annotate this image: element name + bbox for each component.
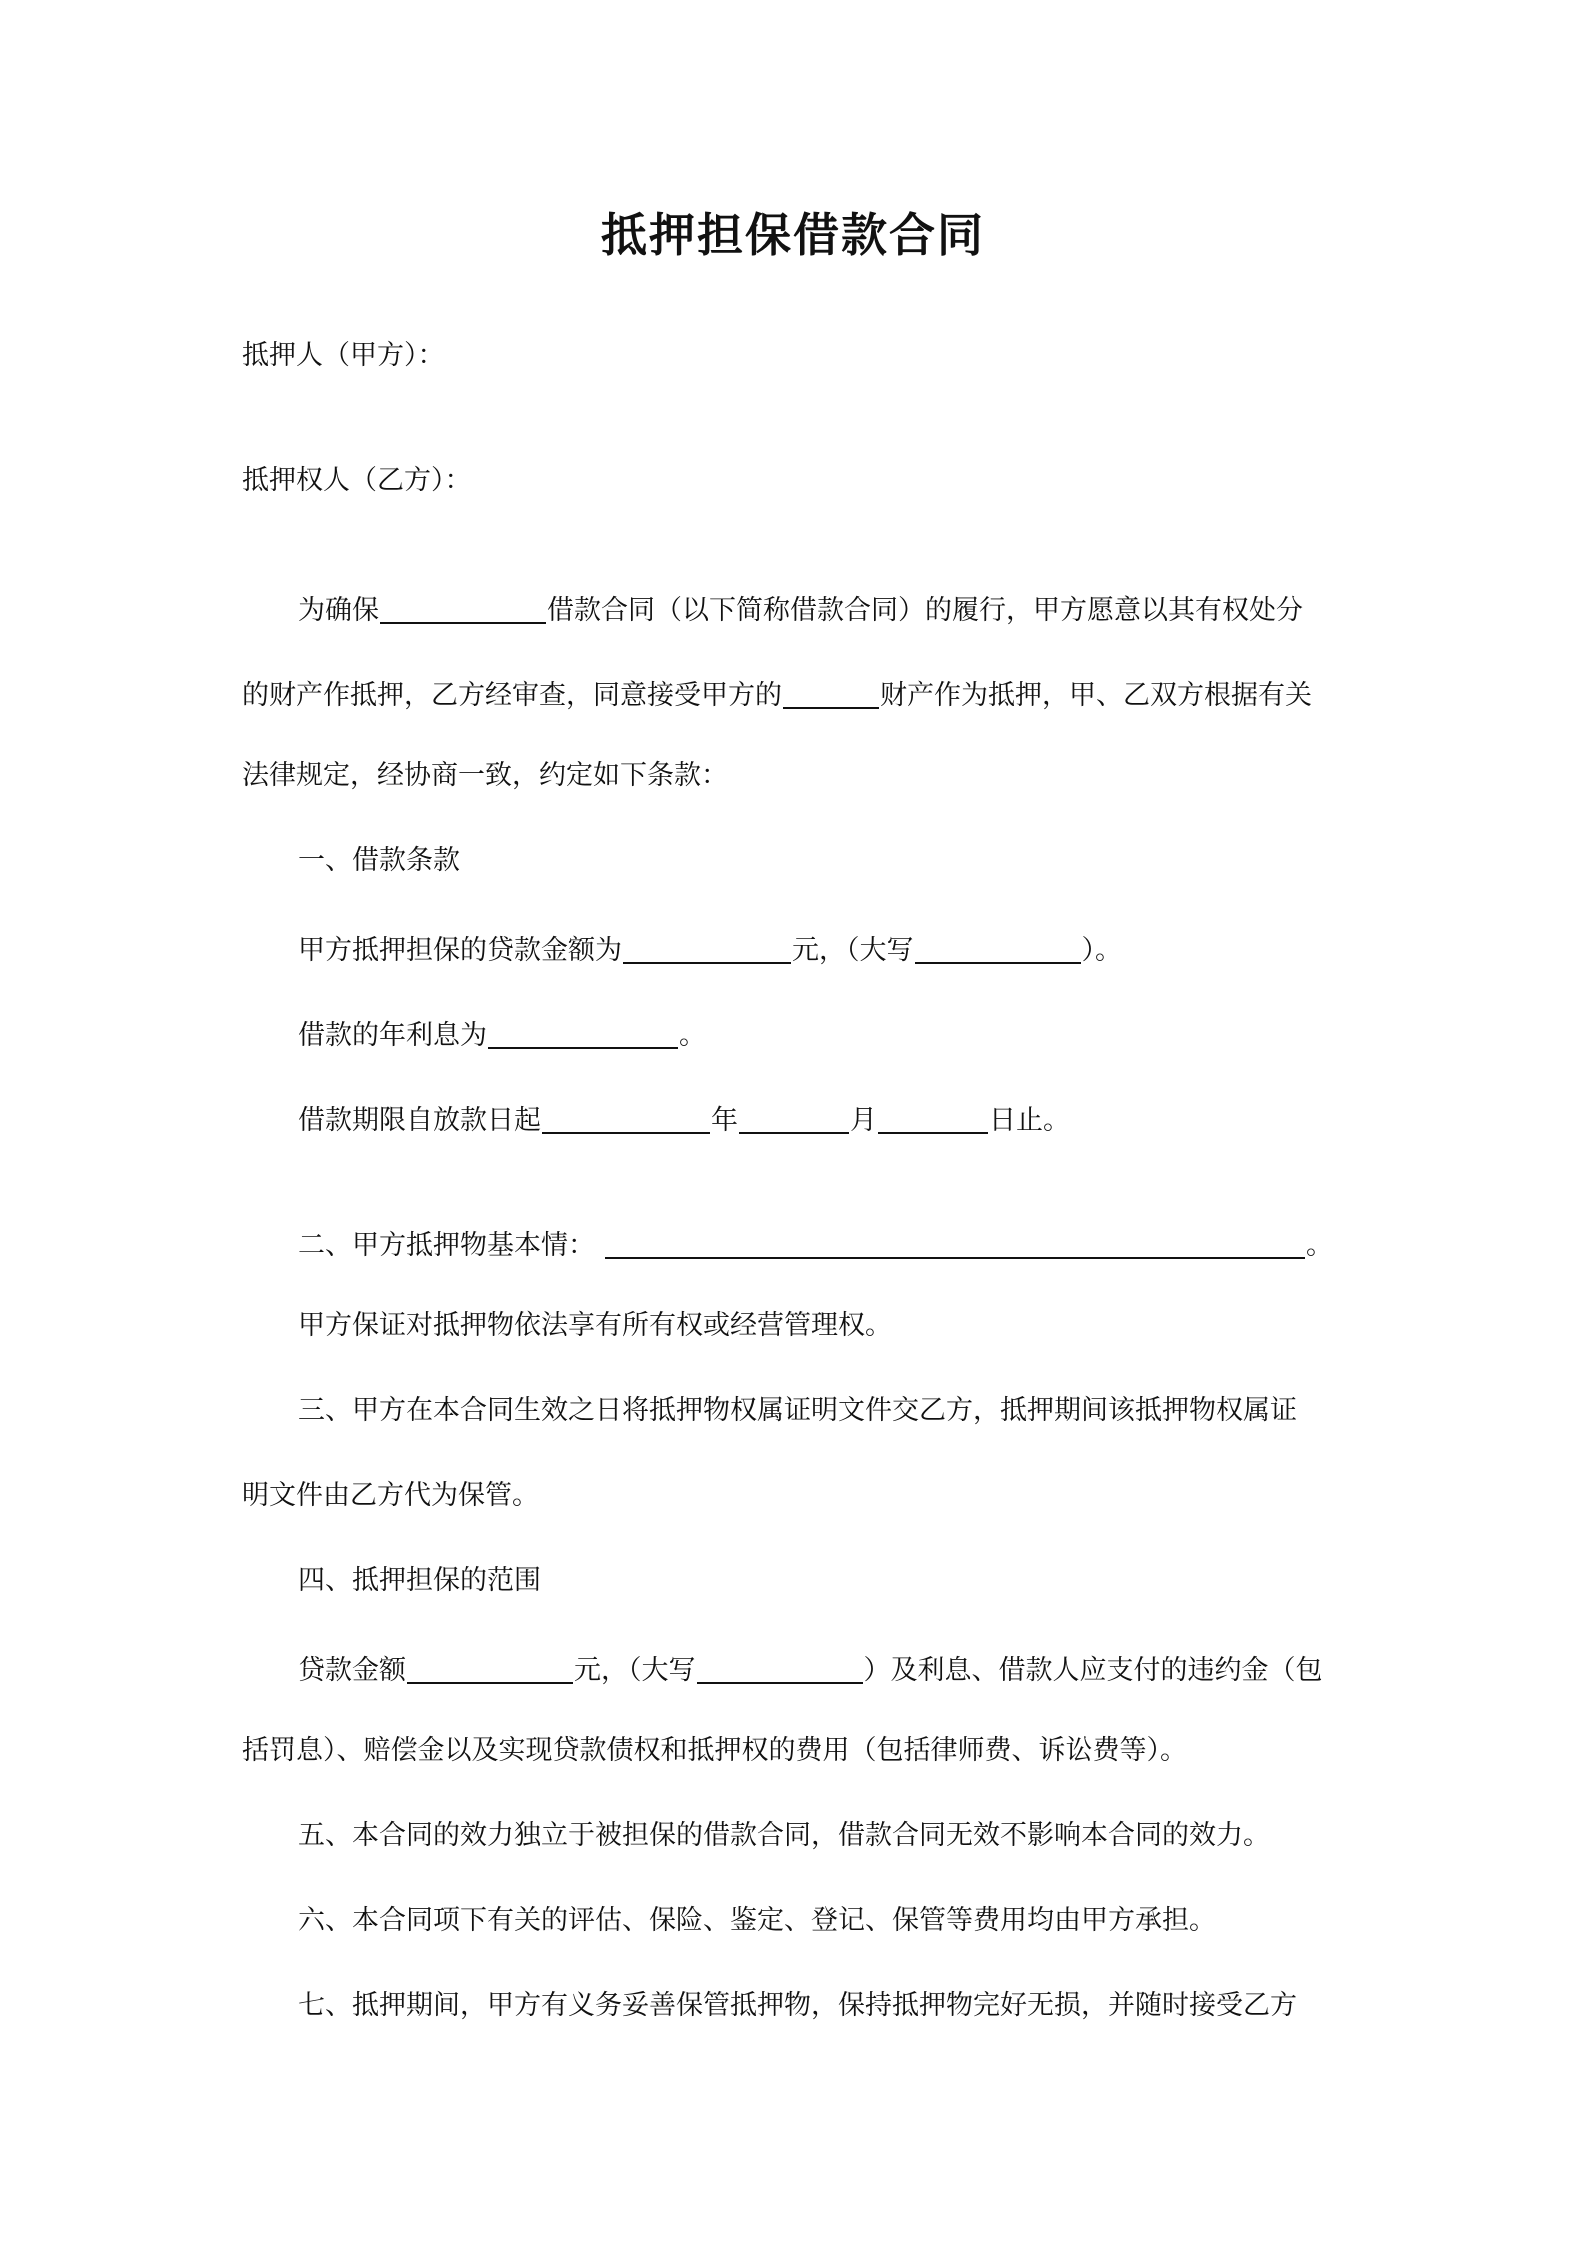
intro-line-2 [242, 677, 1312, 709]
section-6: 六、本合同项下有关的评估、保险、鉴定、登记、保管等费用均由甲方承担。 [298, 1905, 1216, 1936]
party-b-label: 抵押权人（乙方）： [242, 465, 472, 496]
loan-amount-blank[interactable] [623, 932, 791, 964]
guarantee-scope-line-2: 括罚息）、赔偿金以及实现贷款债权和抵押权的费用（包括律师费、诉讼费等）。 [242, 1735, 1187, 1766]
loan-amount-text: ）。 [1081, 935, 1122, 966]
scope-text: 贷款金额 [298, 1655, 406, 1686]
section-7-line-1: 七、抵押期间，甲方有义务妥善保管抵押物，保持抵押物完好无损，并随时接受乙方 [298, 1990, 1297, 2021]
intro-text: 借款合同（以下简称借款合同）的履行，甲方愿意以其有权处分 [547, 595, 1303, 626]
loan-amount-text: 甲方抵押担保的贷款金额为 [298, 935, 622, 966]
ownership-guarantee: 甲方保证对抵押物依法享有所有权或经营管理权。 [298, 1310, 892, 1341]
loan-amount-line [298, 932, 1122, 964]
intro-text: 为确保 [298, 595, 379, 626]
interest-rate-line [298, 1017, 706, 1049]
section-4-heading: 四、抵押担保的范围 [298, 1565, 541, 1596]
interest-rate-text: 。 [679, 1020, 706, 1051]
loan-amount-words-blank[interactable] [915, 932, 1081, 964]
intro-text: 财产作为抵押，甲、乙双方根据有关 [880, 680, 1312, 711]
loan-term-text: 日止。 [989, 1105, 1070, 1136]
scope-amount-blank[interactable] [407, 1652, 573, 1684]
intro-line-3: 法律规定，经协商一致，约定如下条款： [242, 760, 728, 791]
scope-text: 元，（大写 [574, 1655, 696, 1686]
loan-term-text: 月 [850, 1105, 877, 1136]
collateral-info-line [298, 1227, 1333, 1259]
party-a-label: 抵押人（甲方）： [242, 340, 445, 371]
interest-rate-text: 借款的年利息为 [298, 1020, 487, 1051]
section-3-line-2: 明文件由乙方代为保管。 [242, 1480, 539, 1511]
scope-amount-words-blank[interactable] [697, 1652, 863, 1684]
collateral-info-end: 。 [1306, 1230, 1333, 1261]
loan-amount-text: 元，（大写 [792, 935, 914, 966]
section-5: 五、本合同的效力独立于被担保的借款合同，借款合同无效不影响本合同的效力。 [298, 1820, 1270, 1851]
section-1-heading: 一、借款条款 [298, 845, 460, 876]
loan-term-line [298, 1102, 1070, 1134]
contract-name-blank[interactable] [380, 592, 546, 624]
term-year-blank[interactable] [542, 1102, 710, 1134]
intro-text: 的财产作抵押，乙方经审查，同意接受甲方的 [242, 680, 782, 711]
contract-title: 抵押担保借款合同 [601, 208, 985, 262]
loan-term-text: 年 [711, 1105, 738, 1136]
term-day-blank[interactable] [878, 1102, 988, 1134]
collateral-info-blank[interactable] [605, 1227, 1305, 1259]
guarantee-scope-line-1 [298, 1652, 1323, 1684]
section-3-line-1: 三、甲方在本合同生效之日将抵押物权属证明文件交乙方，抵押期间该抵押物权属证 [298, 1395, 1297, 1426]
property-blank[interactable] [783, 677, 879, 709]
intro-line-1 [298, 592, 1303, 624]
scope-text: ）及利息、借款人应支付的违约金（包 [863, 1655, 1323, 1686]
loan-term-text: 借款期限自放款日起 [298, 1105, 541, 1136]
term-month-blank[interactable] [739, 1102, 849, 1134]
section-2-heading: 二、甲方抵押物基本情： [298, 1230, 595, 1261]
interest-rate-blank[interactable] [488, 1017, 678, 1049]
